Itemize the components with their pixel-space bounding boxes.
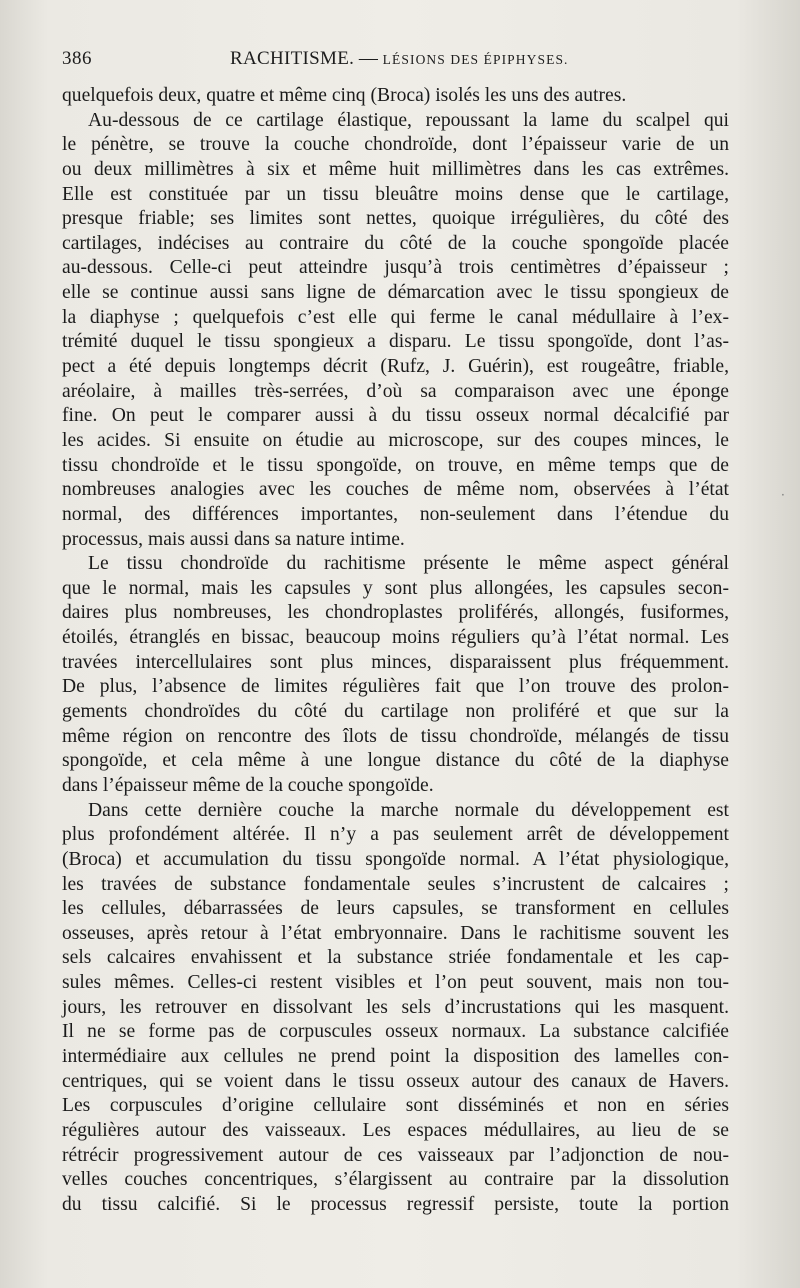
text-line: les acides. Si ensuite on étudie au microscope, sur des coupes minces, le (62, 429, 729, 451)
running-title (230, 48, 569, 70)
text-line: presque friable; ses limites sont nettes, quoique irrégulières, du côté des (62, 208, 729, 230)
text-line: même région on rencontre des îlots de tissu chondroïde, mélangés de tissu (62, 725, 729, 747)
paragraph (62, 552, 729, 798)
text-line: cartilages, indécises au contraire du côté de la couche spongoïde placée (62, 232, 729, 254)
text-line: Elle est constituée par un tissu bleuâtre moins dense que le cartilage, (62, 183, 729, 205)
text-line: normal, des différences importantes, non-seulement dans l’étendue du (62, 503, 729, 525)
text-line: ou deux millimètres à six et même huit millimètres dans les cas extrêmes. (62, 158, 729, 180)
text-line: sules mêmes. Celles-ci restent visibles et l’on peut souvent, mais non tou- (62, 972, 729, 994)
text-line: tissu chondroïde et le tissu spongoïde, on trouve, en même temps que de (62, 454, 729, 476)
text-line: plus profondément altérée. Il n’y a pas seulement arrêt de développement (62, 824, 729, 846)
text-line: Il ne se forme pas de corpuscules osseux normaux. La substance calcifiée (62, 1021, 729, 1043)
text-line: velles couches concentriques, s’élargissent au contraire par la dissolution (62, 1169, 729, 1191)
paragraph (62, 109, 729, 553)
text-line: rétrécir progressivement autour de ces vaisseaux par l’adjonction de nou- (62, 1144, 729, 1166)
text-line: les travées de substance fondamentale seules s’incrustent de calcaires ; (62, 873, 729, 895)
text-line: intermédiaire aux cellules ne prend point la disposition des lamelles con- (62, 1045, 729, 1067)
text-line: au-dessous. Celle-ci peut atteindre jusqu’à trois centimètres d’épaisseur ; (62, 257, 729, 279)
text-line: le pénètre, se trouve la couche chondroïde, dont l’épaisseur varie de un (62, 134, 729, 156)
running-title-main: RACHITISME. (230, 48, 355, 69)
paragraph (62, 84, 729, 109)
body-text (62, 84, 729, 1217)
text-line: Les corpuscules d’origine cellulaire sont disséminés et non en séries (62, 1095, 729, 1117)
text-line: (Broca) et accumulation du tissu spongoïde normal. A l’état physiologique, (62, 848, 729, 870)
text-line: pect a été depuis longtemps décrit (Rufz, J. Guérin), est rougeâtre, friable, (62, 356, 729, 378)
text-line: travées intercellulaires sont plus minces, disparaissent plus fréquemment. (62, 651, 729, 673)
text-line: Au-dessous de ce cartilage élastique, repoussant la lame du scalpel qui (88, 109, 729, 131)
text-line: du tissu calcifié. Si le processus regressif persiste, toute la portion (62, 1193, 729, 1215)
text-line: nombreuses analogies avec les couches de même nom, observées à l’état (62, 479, 729, 501)
text-line: fine. On peut le comparer aussi à du tissu osseux normal décalcifié par (62, 405, 729, 427)
text-line: trémité duquel le tissu spongieux a disparu. Le tissu spongoïde, dont l’as- (62, 331, 729, 353)
running-title-dash: — (354, 48, 383, 69)
text-line: les cellules, débarrassées de leurs capsules, se transforment en cellules (62, 898, 729, 920)
text-line: De plus, l’absence de limites régulières fait que l’on trouve des prolon- (62, 676, 729, 698)
paragraph (62, 799, 729, 1218)
text-line: régulières autour des vaisseaux. Les espaces médullaires, au lieu de se (62, 1119, 729, 1141)
page-number: 386 (62, 48, 92, 69)
text-line: processus, mais aussi dans sa nature intime. (62, 528, 405, 550)
text-line: spongoïde, et cela même à une longue distance du côté de la diaphyse (62, 750, 729, 772)
margin-speck: · (781, 488, 785, 502)
text-line: centriques, qui se voient dans le tissu osseux autour des canaux de Havers. (62, 1070, 729, 1092)
text-line: osseuses, après retour à l’état embryonnaire. Dans le rachitisme souvent les (62, 922, 729, 944)
text-line: Le tissu chondroïde du rachitisme présente le même aspect général (88, 553, 729, 575)
text-line: jours, les retrouver en dissolvant les sels d’incrustations qui les masquent. (62, 996, 729, 1018)
text-line: étoilés, étranglés en bissac, beaucoup moins réguliers qu’à l’état normal. Les (62, 627, 729, 649)
text-line: gements chondroïdes du côté du cartilage non proliféré et que sur la (62, 701, 729, 723)
text-line: que le normal, mais les capsules y sont plus allongées, les capsules secon- (62, 577, 729, 599)
running-title-sub: LÉSIONS DES ÉPIPHYSES. (382, 52, 569, 67)
text-line: quelquefois deux, quatre et même cinq (Broca) isolés les uns des autres. (62, 85, 627, 106)
text-line: Dans cette dernière couche la marche normale du développement est (88, 799, 729, 821)
text-line: dans l’épaisseur même de la couche spongoïde. (62, 774, 434, 796)
text-line: la diaphyse ; quelquefois c’est elle qui ferme le canal médullaire à l’ex- (62, 306, 729, 328)
text-line: elle se continue aussi sans ligne de démarcation avec le tissu spongieux de (62, 282, 729, 304)
text-line: daires plus nombreuses, les chondroplastes proliférés, allongés, fusiformes, (62, 602, 729, 624)
running-header (62, 48, 728, 74)
text-line: sels calcaires envahissent et la substance striée fondamentale et les cap- (62, 947, 729, 969)
text-line: aréolaire, à mailles très-serrées, d’où sa comparaison avec une éponge (62, 380, 729, 402)
